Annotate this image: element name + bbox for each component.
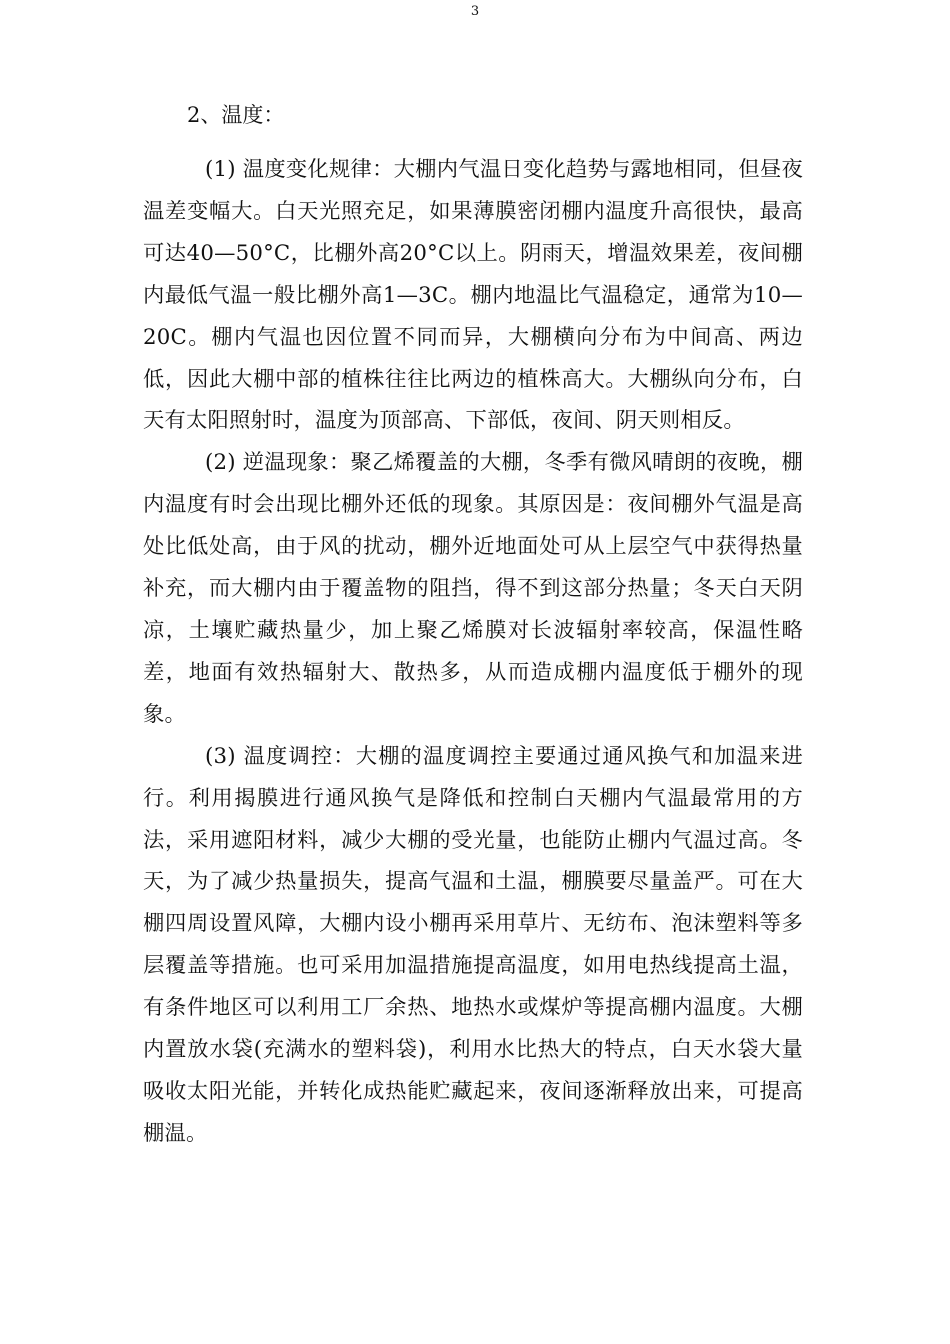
paragraph-temperature-pattern: (1) 温度变化规律：大棚内气温日变化趋势与露地相同，但昼夜温差变幅大。白天光照充足，如果薄膜密闭棚内温度升高很快，最高可达40—50°C，比棚外高20°C以上。阴雨天，增温效果差，夜间棚内最低气温一般比棚外高1—3C。棚内地温比气温稳定，通常为10—20C。棚内气温也因位置不同而异，大棚横向分布为中间高、两边低，因此大棚中部的植株往往比两边的植株高大。大棚纵向分布，白天有太阳照射时，温度为顶部高、下部低，夜间、阴天则相反。: [143, 157, 803, 434]
section-heading: 2、温度：: [187, 103, 285, 127]
page-number: 3: [470, 4, 480, 19]
paragraph-temperature-inversion: (2) 逆温现象：聚乙烯覆盖的大棚，冬季有微风晴朗的夜晚，棚内温度有时会出现比棚外还低的现象。其原因是：夜间棚外气温是高处比低处高，由于风的扰动，棚外近地面处可从上层空气中获得热量补充，而大棚内由于覆盖物的阻挡，得不到这部分热量；冬天白天阴凉，土壤贮藏热量少，加上聚乙烯膜对长波辐射率较高，保温性略差，地面有效热辐射大、散热多，从而造成棚内温度低于棚外的现象。: [143, 450, 803, 727]
document-body: [143, 96, 803, 1155]
paragraph-temperature-control: (3) 温度调控：大棚的温度调控主要通过通风换气和加温来进行。利用揭膜进行通风换气是降低和控制白天棚内气温最常用的方法，采用遮阳材料，减少大棚的受光量，也能防止棚内气温过高。冬天，为了减少热量损失，提高气温和土温，棚膜要尽量盖严。可在大棚四周设置风障，大棚内设小棚再采用草片、无纺布、泡沫塑料等多层覆盖等措施。也可采用加温措施提高温度，如用电热线提高土温，有条件地区可以利用工厂余热、地热水或煤炉等提高棚内温度。大棚内置放水袋(充满水的塑料袋)，利用水比热大的特点，白天水袋大量吸收太阳光能，并转化成热能贮藏起来，夜间逐渐释放出来，可提高棚温。: [143, 743, 803, 1146]
heading-spacer: [143, 134, 803, 149]
